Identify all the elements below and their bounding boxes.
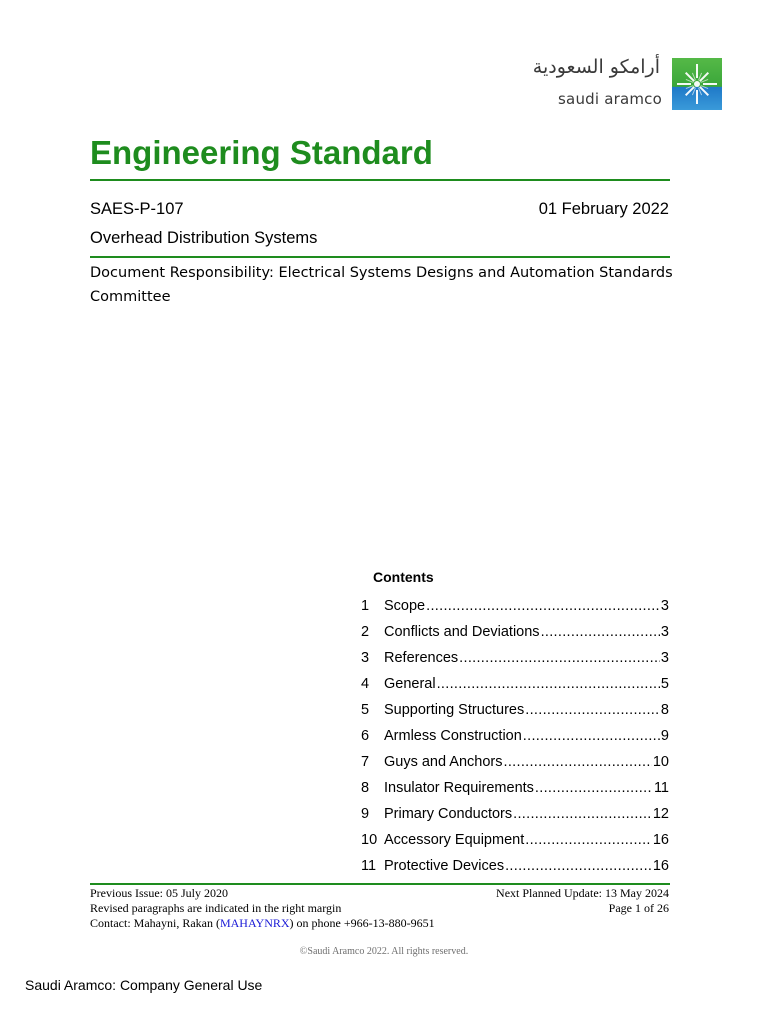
toc-entry-number: 5 xyxy=(361,702,370,718)
toc-entry-label: Guys and Anchors xyxy=(384,754,503,770)
document-responsibility: Document Responsibility: Electrical Systems Designs and Automation Standards Committee xyxy=(90,265,673,305)
toc-entry-page: 10 xyxy=(652,754,669,770)
toc-entry[interactable] xyxy=(361,728,669,754)
toc-entry-number: 8 xyxy=(361,780,370,796)
revised-note: Revised paragraphs are indicated in the right margin xyxy=(90,901,342,915)
toc-entry-label: Protective Devices xyxy=(384,858,505,874)
previous-issue: Previous Issue: 05 July 2020 xyxy=(90,886,228,900)
document-subject: Overhead Distribution Systems xyxy=(90,229,318,247)
header-divider xyxy=(90,256,670,258)
toc-entry[interactable] xyxy=(361,702,669,728)
toc-dot-leader xyxy=(459,650,660,666)
footer-divider xyxy=(90,883,670,885)
table-of-contents xyxy=(361,598,669,884)
toc-entry-page: 3 xyxy=(660,624,669,640)
toc-entry-page: 5 xyxy=(660,676,669,692)
toc-entry-page: 3 xyxy=(660,598,669,614)
title-divider xyxy=(90,179,670,181)
toc-entry-number: 7 xyxy=(361,754,370,770)
toc-entry-page: 16 xyxy=(652,858,669,874)
toc-entry-label: General xyxy=(384,676,436,692)
document-date: 01 February 2022 xyxy=(538,200,669,218)
aramco-star-icon xyxy=(672,58,722,110)
contact-link[interactable]: MAHAYNRX xyxy=(219,916,290,930)
logo-latin-text: saudi aramco xyxy=(558,90,662,108)
page-number: Page 1 of 26 xyxy=(608,901,669,915)
toc-entry[interactable] xyxy=(361,858,669,884)
toc-entry[interactable] xyxy=(361,806,669,832)
copyright-notice: ©Saudi Aramco 2022. All rights reserved. xyxy=(299,946,469,957)
toc-entry-number: 1 xyxy=(361,598,370,614)
document-title: Engineering Standard xyxy=(90,134,433,171)
toc-entry[interactable] xyxy=(361,780,669,806)
toc-entry-label: Accessory Equipment xyxy=(384,832,525,848)
footer-left xyxy=(90,886,435,931)
toc-dot-leader xyxy=(504,754,652,770)
next-planned-update: Next Planned Update: 13 May 2024 xyxy=(496,886,669,900)
toc-dot-leader xyxy=(523,728,660,744)
toc-entry-label: Insulator Requirements xyxy=(384,780,534,796)
company-logo xyxy=(532,56,722,112)
contact-line xyxy=(90,916,435,931)
toc-dot-leader xyxy=(541,624,660,640)
toc-dot-leader xyxy=(525,702,660,718)
toc-entry-label: Armless Construction xyxy=(384,728,522,744)
toc-entry-page: 16 xyxy=(652,832,669,848)
toc-entry-number: 10 xyxy=(361,832,378,848)
toc-entry-page: 9 xyxy=(660,728,669,744)
contact-suffix: ) on phone +966-13-880-9651 xyxy=(289,916,435,930)
toc-entry-number: 11 xyxy=(361,858,377,874)
toc-dot-leader xyxy=(525,832,652,848)
toc-entry[interactable] xyxy=(361,832,669,858)
toc-entry-label: Primary Conductors xyxy=(384,806,513,822)
toc-entry-number: 3 xyxy=(361,650,370,666)
toc-entry-number: 4 xyxy=(361,676,370,692)
toc-entry-number: 2 xyxy=(361,624,370,640)
logo-arabic-text: أرامكو السعودية xyxy=(532,56,660,78)
classification-label: Saudi Aramco: Company General Use xyxy=(25,977,263,993)
toc-entry-page: 11 xyxy=(653,780,669,796)
document-id: SAES-P-107 xyxy=(90,200,184,218)
toc-entry[interactable] xyxy=(361,624,669,650)
footer-right xyxy=(496,886,669,916)
toc-entry[interactable] xyxy=(361,650,669,676)
contents-heading: Contents xyxy=(373,569,434,585)
toc-dot-leader xyxy=(513,806,652,822)
toc-entry-label: Conflicts and Deviations xyxy=(384,624,540,640)
toc-entry-page: 8 xyxy=(660,702,669,718)
toc-dot-leader xyxy=(505,858,652,874)
toc-entry[interactable] xyxy=(361,754,669,780)
toc-entry-page: 12 xyxy=(652,806,669,822)
contact-prefix: Contact: Mahayni, Rakan ( xyxy=(90,916,220,930)
toc-entry[interactable] xyxy=(361,676,669,702)
toc-entry-label: Scope xyxy=(384,598,426,614)
toc-entry-number: 6 xyxy=(361,728,370,744)
toc-entry-label: Supporting Structures xyxy=(384,702,525,718)
toc-entry-label: References xyxy=(384,650,459,666)
toc-dot-leader xyxy=(535,780,653,796)
toc-entry[interactable] xyxy=(361,598,669,624)
toc-dot-leader xyxy=(426,598,660,614)
toc-dot-leader xyxy=(437,676,660,692)
toc-entry-number: 9 xyxy=(361,806,370,822)
toc-entry-page: 3 xyxy=(660,650,669,666)
